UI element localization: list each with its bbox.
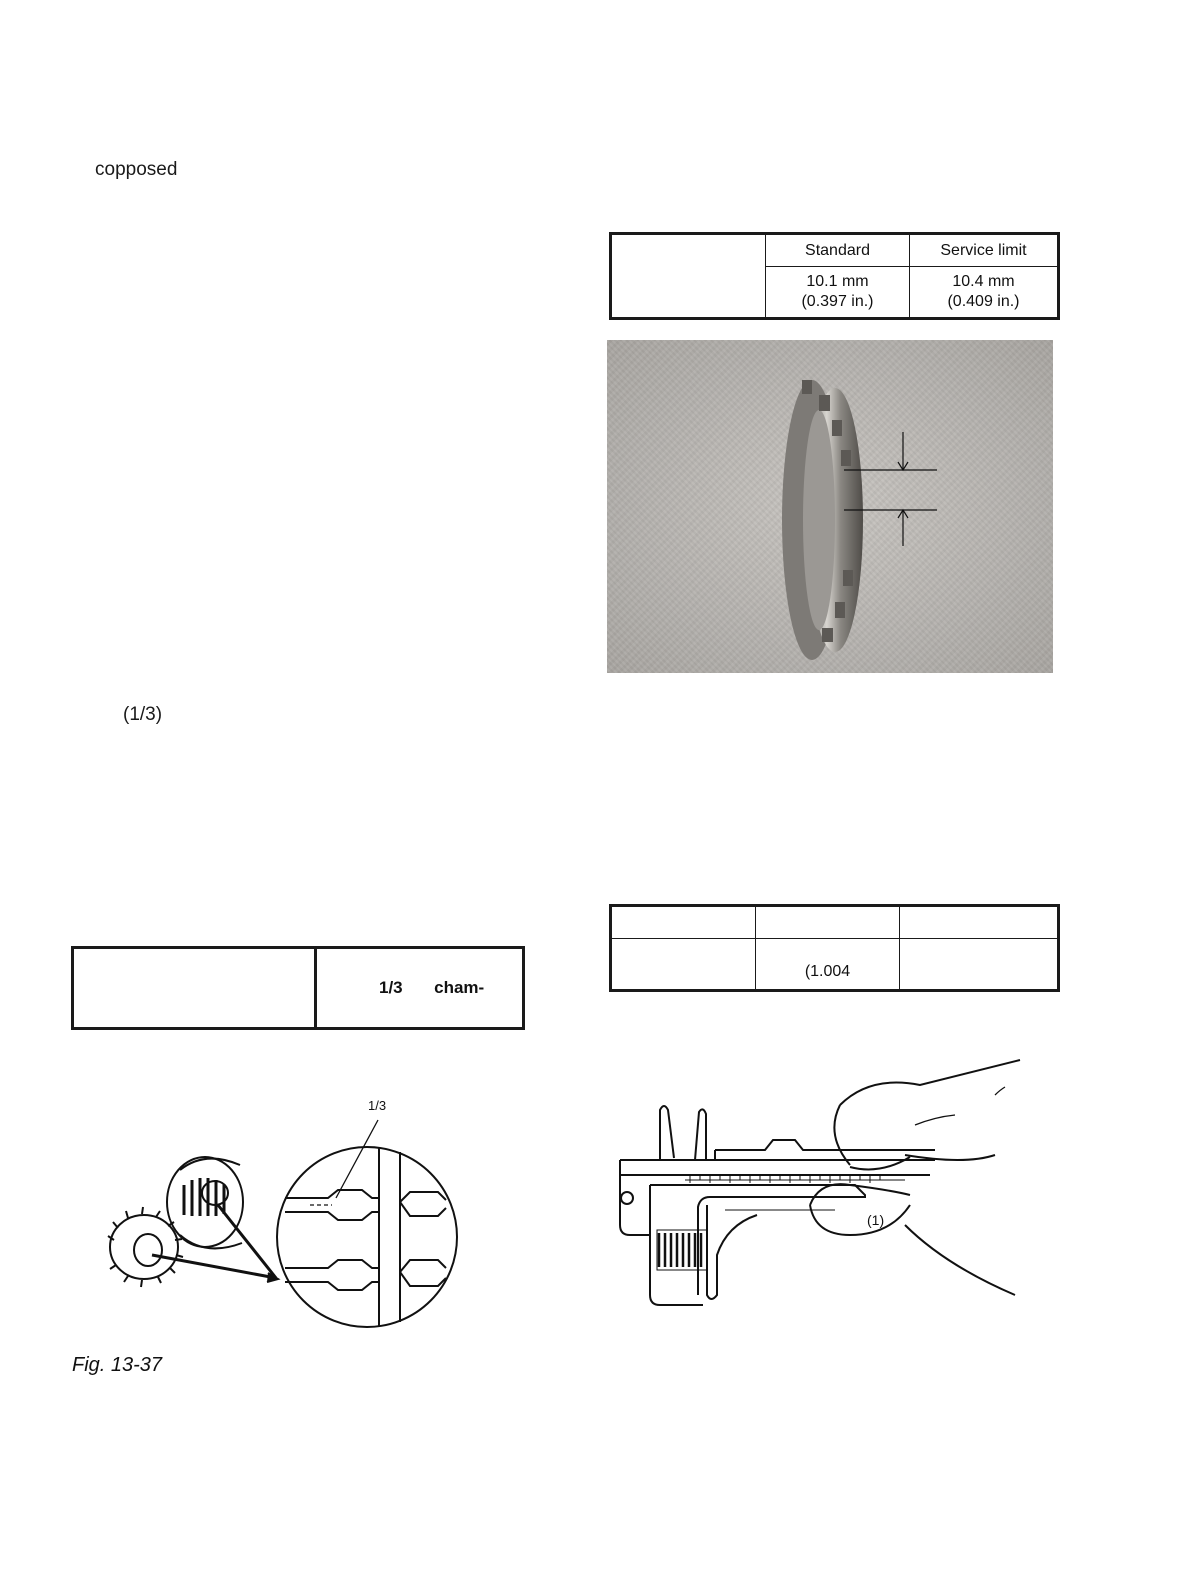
left-spec-table-label-cell: [73, 948, 316, 1029]
left-spec-value: 1/3: [379, 978, 403, 997]
caliper-drawing: [605, 1055, 1045, 1315]
small-gear-ring: [110, 1215, 178, 1279]
bottom-spec-partial-value: (1.004: [804, 963, 851, 980]
left-spec-table: [71, 946, 525, 1030]
standard-header: Standard: [766, 234, 910, 267]
left-spec-table-value-cell: [316, 948, 524, 1029]
bottom-spec-table: [609, 904, 1060, 992]
bottom-spec-header-2: [756, 906, 900, 939]
standard-in: (0.397 in.): [801, 293, 874, 310]
bottom-spec-value-cell: [756, 939, 900, 991]
text-fragment-copposed: copposed: [95, 159, 178, 180]
bottom-spec-limit-cell: [900, 939, 1059, 991]
standard-mm: 10.1 mm: [806, 273, 869, 290]
chamfer-figure: [100, 1090, 520, 1350]
chamfer-callout-label: 1/3: [368, 1098, 387, 1113]
caliper-callout-label: (1): [867, 1212, 885, 1228]
magnified-circle: [277, 1147, 457, 1327]
limit-in: (0.409 in.): [947, 293, 1020, 310]
standard-value-cell: [766, 267, 910, 319]
bottom-spec-label-cell: [611, 939, 756, 991]
ring-photo: [607, 340, 1053, 673]
bottom-spec-header-1: [611, 906, 756, 939]
left-spec-suffix: cham-: [434, 978, 485, 997]
limit-mm: 10.4 mm: [952, 273, 1015, 290]
caliper-figure: [605, 1055, 1045, 1315]
ring-photo-drawing: [607, 340, 1053, 673]
bottom-spec-header-3: [900, 906, 1059, 939]
text-fragment-one-third: (1/3): [123, 704, 163, 725]
top-spec-table-label-cell: [611, 234, 766, 319]
chamfer-drawing: [100, 1090, 520, 1350]
service-limit-header: Service limit: [910, 234, 1059, 267]
limit-value-cell: [910, 267, 1059, 319]
figure-caption: Fig. 13-37: [72, 1354, 163, 1376]
top-spec-table: [609, 232, 1060, 320]
